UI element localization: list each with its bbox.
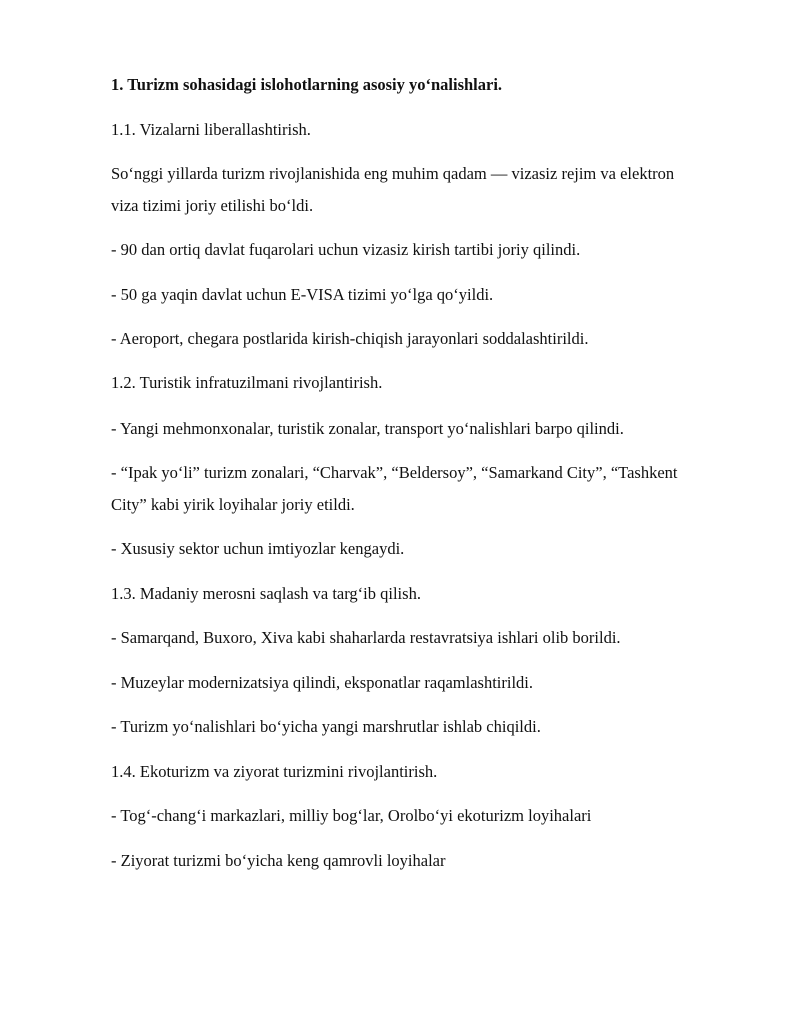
bullet-item: - “Ipak yoʻli” turizm zonalari, “Charvak”, “Beldersoy”, “Samarkand City”, “Tashkent xyxy=(111,463,678,482)
bullet-item: - Xususiy sektor uchun imtiyozlar kengaydi. xyxy=(111,539,405,558)
paragraph-line: Soʻnggi yillarda turizm rivojlanishida eng muhim qadam — vizasiz rejim va elektron xyxy=(111,164,675,183)
subsection-title-ecotourism: 1.4. Ekoturizm va ziyorat turizmini rivojlantirish. xyxy=(111,762,438,781)
bullet-item-continuation: City” kabi yirik loyihalar joriy etildi. xyxy=(111,495,355,514)
subsection-title-infrastructure: 1.2. Turistik infratuzilmani rivojlantirish. xyxy=(111,373,383,392)
bullet-item: - Togʻ-changʻi markazlari, milliy bogʻlar, Orolboʻyi ekoturizm loyihalari xyxy=(111,806,592,825)
bullet-item: - Turizm yoʻnalishlari boʻyicha yangi marshrutlar ishlab chiqildi. xyxy=(111,717,541,736)
bullet-item: - Samarqand, Buxoro, Xiva kabi shaharlarda restavratsiya ishlari olib borildi. xyxy=(111,628,621,647)
bullet-item: - Ziyorat turizmi boʻyicha keng qamrovli loyihalar xyxy=(111,851,446,870)
bullet-item: - 90 dan ortiq davlat fuqarolari uchun vizasiz kirish tartibi joriy qilindi. xyxy=(111,240,581,259)
section-heading: 1. Turizm sohasidagi islohotlarning asosiy yoʻnalishlari. xyxy=(111,75,503,94)
paragraph-line: viza tizimi joriy etilishi boʻldi. xyxy=(111,196,314,215)
bullet-item: - Muzeylar modernizatsiya qilindi, eksponatlar raqamlashtirildi. xyxy=(111,673,533,692)
subsection-title-heritage: 1.3. Madaniy merosni saqlash va targʻib qilish. xyxy=(111,584,421,603)
bullet-item: - Aeroport, chegara postlarida kirish-chiqish jarayonlari soddalashtirildi. xyxy=(111,329,589,348)
bullet-item: - 50 ga yaqin davlat uchun E-VISA tizimi yoʻlga qoʻyildi. xyxy=(111,285,494,304)
subsection-title-visas: 1.1. Vizalarni liberallashtirish. xyxy=(111,120,311,139)
bullet-item: - Yangi mehmonxonalar, turistik zonalar, transport yoʻnalishlari barpo qilindi. xyxy=(111,419,624,438)
